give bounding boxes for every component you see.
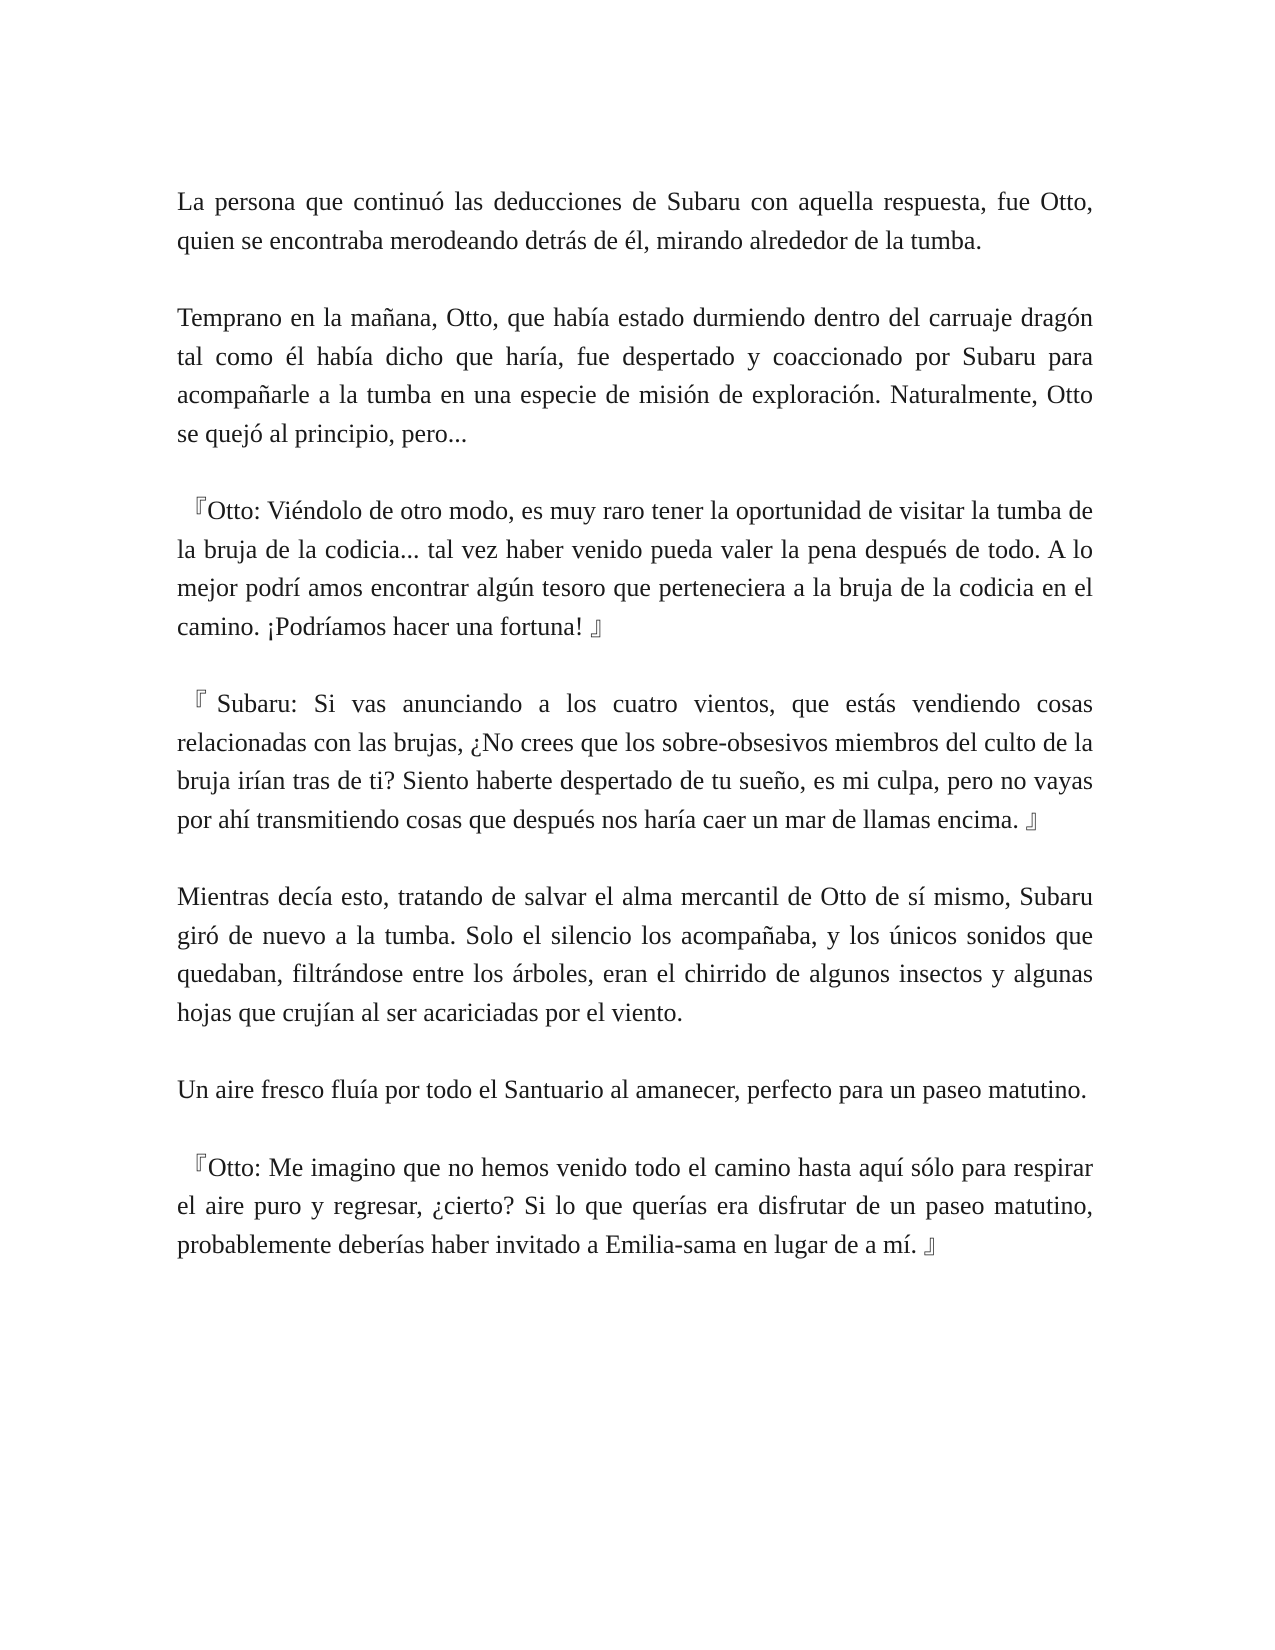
paragraph-narration-1: La persona que continuó las deducciones de Subaru con aquella respuesta, fue Otto, quien se encontraba merodeando detrás de él, mirando alrededor de la tumba.	[177, 187, 1093, 255]
paragraph-dialogue-otto-2: 『Otto: Me imagino que no hemos venido todo el camino hasta aquí sólo para respirar el aire puro y regresar, ¿cierto? Si lo que querías era disfrutar de un paseo matutino, probablemente deberías haber invitado a Emilia-sama en lugar de a mí. 』	[177, 1152, 1093, 1259]
paragraph-narration-4: Un aire fresco fluía por todo el Santuario al amanecer, perfecto para un paseo matutino.	[177, 1075, 1088, 1104]
paragraph-narration-2: Temprano en la mañana, Otto, que había estado durmiendo dentro del carruaje dragón tal como él había dicho que haría, fue despertado y coaccionado por Subaru para acompañarle a la tumba en una especie de misión de exploración. Naturalmente, Otto se quejó al principio, pero...	[177, 303, 1093, 448]
paragraph-dialogue-otto-1: 『Otto: Viéndolo de otro modo, es muy raro tener la oportunidad de visitar la tumba de la bruja de la codicia... tal vez haber venido pueda valer la pena después de todo. A lo mejor podrí amos encontrar algún tesoro que perteneciera a la bruja de la codicia en el camino. ¡Podríamos hacer una fortuna! 』	[177, 496, 1093, 641]
paragraph-narration-3: Mientras decía esto, tratando de salvar el alma mercantil de Otto de sí mismo, Subaru giró de nuevo a la tumba. Solo el silencio los acompañaba, y los únicos sonidos que quedaban, filtrándose entre los árboles, eran el chirrido de algunos insectos y algunas hojas que crujían al ser acariciadas por el viento.	[177, 882, 1093, 1027]
paragraph-dialogue-subaru-1: 『Subaru: Si vas anunciando a los cuatro vientos, que estás vendiendo cosas relacionadas con las brujas, ¿No crees que los sobre-obsesivos miembros del culto de la bruja irían tras de ti? Siento haberte despertado de tu sueño, es mi culpa, pero no vayas por ahí transmitiendo cosas que después nos haría caer un mar de llamas encima. 』	[177, 689, 1093, 834]
document-page	[177, 183, 1093, 1303]
